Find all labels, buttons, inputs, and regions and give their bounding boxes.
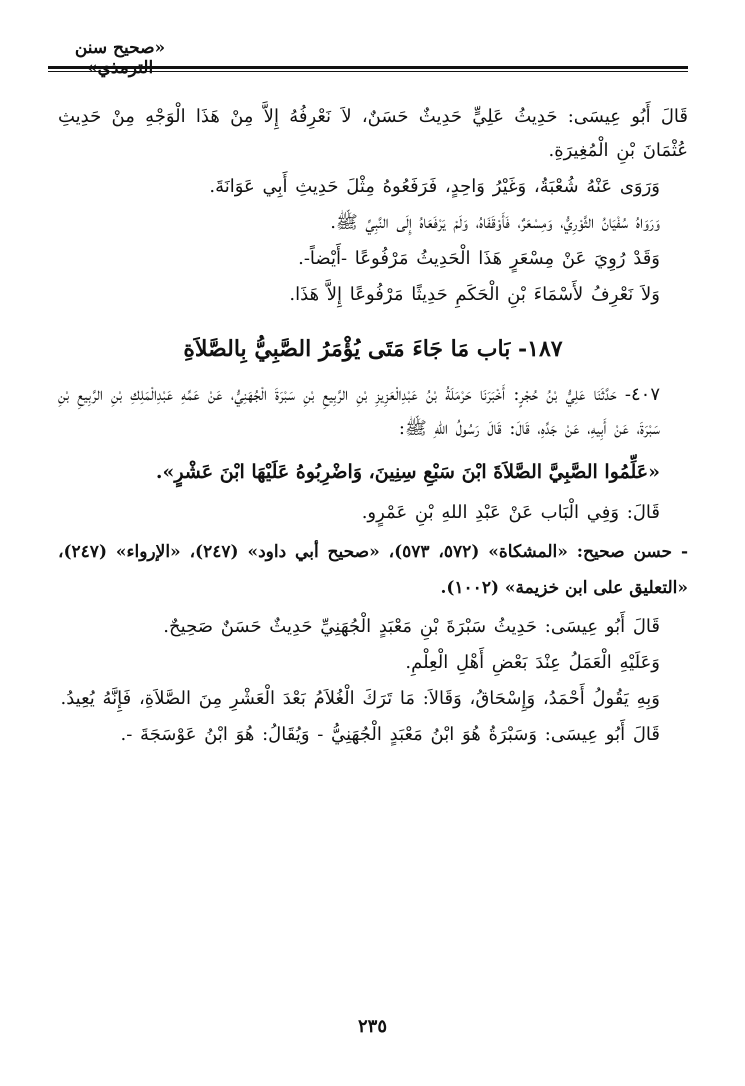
body-text [58,100,688,754]
closing-paragraph-3: وَبِهِ يَقُولُ أَحْمَدُ، وَإِسْحَاقُ، وَقَالاَ: مَا تَرَكَ الْغُلاَمُ بَعْدَ الْعَشْرِ مِنَ الصَّلاَةِ، فَإِنَّهُ يُعِيدُ. [60,688,660,709]
hadith-grading: - حسن صحيح: «المشكاة» (٥٧٢، ٥٧٣)، «صحيح أبي داود» (٢٤٧)، «الإرواء» (٢٤٧)، «التعليق على ابن خزيمة» (١٠٠٢). [58,542,689,598]
paragraph-commentary-2: وَرَوَى عَنْهُ شُعْبَةُ، وَغَيْرُ وَاحِدٍ، فَرَفَعُوهُ مِثْلَ حَدِيثِ أَبِي عَوَانَةَ. [209,176,660,197]
closing-paragraph-4: قَالَ أَبُو عِيسَى: وَسَبْرَةُ هُوَ ابْنُ مَعْبَدٍ الْجُهَنِيُّ - وَيُقَالُ: هُوَ ابْنُ عَوْسَجَةَ -. [120,724,660,745]
header-rule-thick [48,66,688,69]
paragraph-commentary-4: وَقَدْ رُوِيَ عَنْ مِسْعَرٍ هَذَا الْحَدِيثُ مَرْفُوعًا -أَيْضاً-. [298,248,660,269]
bab-note: قَالَ: وَفِي الْبَاب عَنْ عَبْدِ اللهِ بْنِ عَمْرٍو. [361,502,660,523]
header-rule-thin [48,71,688,72]
hadith-isnad: ٤٠٧- حَدَّثَنَا عَلِيُّ بْنُ حُجْرٍ: أَخْبَرَنَا حَرْمَلَةُ بْنُ عَبْدِالْعَزِيزِ بْنِ الرَّبِيعِ بْنِ سَبْرَةَ الْجُهَنِيُّ، عَنْ عَمِّهِ عَبْدِالْمَلِكِ بْنِ الرَّبِيعِ بْنِ سَبْرَةَ، عَنْ أَبِيهِ، عَنْ جَدِّهِ، قَالَ: قَالَ رَسُولُ اللهِ ﷺ: [58,384,660,439]
paragraph-commentary-1: قَالَ أَبُو عِيسَى: حَدِيثُ عَلِيٍّ حَدِيثٌ حَسَنٌ، لاَ نَعْرِفُهُ إِلاَّ مِنْ هَذَا الْوَجْهِ مِنْ حَدِيثِ عُثْمَانَ بْنِ الْمُغِيرَةِ. [58,106,688,161]
page-number: ٢٣٥ [357,1016,387,1037]
running-head: «صحيح سنن [74,38,166,58]
closing-paragraph-1: قَالَ أَبُو عِيسَى: حَدِيثُ سَبْرَةَ بْنِ مَعْبَدٍ الْجُهَنِيِّ حَدِيثٌ حَسَنٌ صَحِيحٌ. [163,616,660,637]
hadith-text: «عَلِّمُوا الصَّبِيَّ الصَّلاَةَ ابْنَ سَبْعِ سِنِينَ، وَاضْرِبُوهُ عَلَيْهَا ابْنَ عَشْرٍ». [155,461,660,483]
paragraph-commentary-3: وَرَوَاهُ سُفْيَانُ الثَّوْرِيُّ، وَمِسْعَرٌ، فَأَوْقَفَاهُ، وَلَمْ يَرْفَعَاهُ إِلَى النَّبِيِّ ﷺ. [330,212,660,233]
paragraph-commentary-5: وَلاَ نَعْرِفُ لأَسْمَاءَ بْنِ الْحَكَمِ حَدِيثًا مَرْفُوعًا إِلاَّ هَذَا. [289,284,660,305]
closing-paragraph-2: وَعَلَيْهِ الْعَمَلُ عِنْدَ بَعْضِ أَهْلِ الْعِلْمِ. [405,652,660,673]
chapter-heading: ١٨٧- بَاب مَا جَاءَ مَتَى يُؤْمَرُ الصَّبِيُّ بِالصَّلاَةِ [183,336,563,362]
